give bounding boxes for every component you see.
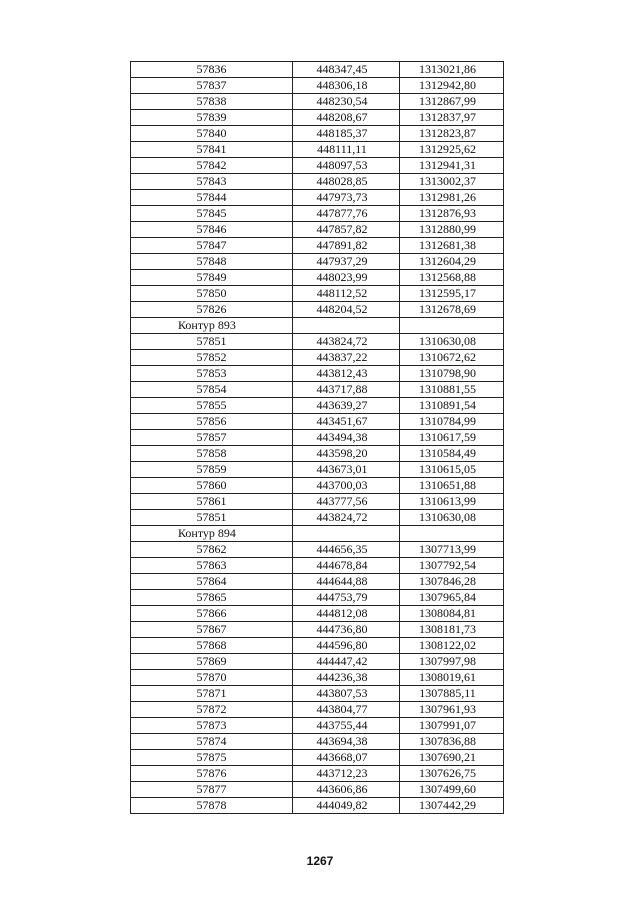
y-coordinate-cell: 1312595,17 — [400, 286, 504, 302]
y-coordinate-cell: 1312876,93 — [400, 206, 504, 222]
x-coordinate-cell: 447857,82 — [293, 222, 400, 238]
table-row — [131, 110, 504, 126]
x-coordinate-cell: 443668,07 — [293, 750, 400, 766]
point-id-cell: 57872 — [131, 702, 293, 718]
y-coordinate-cell: 1307846,28 — [400, 574, 504, 590]
point-id-cell: 57843 — [131, 174, 293, 190]
x-coordinate-cell: 448306,18 — [293, 78, 400, 94]
point-id-cell: 57853 — [131, 366, 293, 382]
table-row — [131, 254, 504, 270]
x-coordinate-cell: 443824,72 — [293, 510, 400, 526]
table-row — [131, 398, 504, 414]
point-id-cell: 57869 — [131, 654, 293, 670]
table-row — [131, 574, 504, 590]
table-row — [131, 750, 504, 766]
point-id-cell: 57855 — [131, 398, 293, 414]
table-row — [131, 478, 504, 494]
point-id-cell: 57839 — [131, 110, 293, 126]
table-row — [131, 174, 504, 190]
table-row — [131, 606, 504, 622]
point-id-cell: 57873 — [131, 718, 293, 734]
table-row — [131, 62, 504, 78]
contour-label: Контур 893 — [131, 318, 293, 334]
x-coordinate-cell: 443804,77 — [293, 702, 400, 718]
point-id-cell: 57877 — [131, 782, 293, 798]
point-id-cell: 57856 — [131, 414, 293, 430]
table-row — [131, 734, 504, 750]
point-id-cell: 57845 — [131, 206, 293, 222]
table-row — [131, 190, 504, 206]
x-coordinate-cell: 444236,38 — [293, 670, 400, 686]
y-coordinate-cell: 1312568,88 — [400, 270, 504, 286]
table-row — [131, 686, 504, 702]
y-coordinate-cell: 1310798,90 — [400, 366, 504, 382]
x-coordinate-cell: 443824,72 — [293, 334, 400, 350]
point-id-cell: 57838 — [131, 94, 293, 110]
x-coordinate-cell: 443812,43 — [293, 366, 400, 382]
table-row — [131, 238, 504, 254]
table-row — [131, 350, 504, 366]
table-row — [131, 222, 504, 238]
table-row — [131, 334, 504, 350]
table-row — [131, 158, 504, 174]
x-coordinate-cell: 448230,54 — [293, 94, 400, 110]
table-row — [131, 142, 504, 158]
x-coordinate-cell: 443606,86 — [293, 782, 400, 798]
table-row — [131, 462, 504, 478]
table-row — [131, 654, 504, 670]
x-coordinate-cell: 448028,85 — [293, 174, 400, 190]
table-row — [131, 270, 504, 286]
x-coordinate-cell: 443777,56 — [293, 494, 400, 510]
point-id-cell: 57859 — [131, 462, 293, 478]
contour-header-row — [131, 526, 504, 542]
y-coordinate-cell: 1310615,05 — [400, 462, 504, 478]
x-coordinate-cell: 444678,84 — [293, 558, 400, 574]
y-coordinate-cell: 1310891,54 — [400, 398, 504, 414]
x-coordinate-cell: 443717,88 — [293, 382, 400, 398]
y-coordinate-cell: 1310613,99 — [400, 494, 504, 510]
x-coordinate-cell: 443639,27 — [293, 398, 400, 414]
table-row — [131, 206, 504, 222]
x-coordinate-cell: 447973,73 — [293, 190, 400, 206]
contour-header-row — [131, 318, 504, 334]
point-id-cell: 57862 — [131, 542, 293, 558]
point-id-cell: 57849 — [131, 270, 293, 286]
x-coordinate-cell: 443598,20 — [293, 446, 400, 462]
point-id-cell: 57876 — [131, 766, 293, 782]
point-id-cell: 57871 — [131, 686, 293, 702]
y-coordinate-cell: 1312880,99 — [400, 222, 504, 238]
y-coordinate-cell: 1307885,11 — [400, 686, 504, 702]
table-row — [131, 638, 504, 654]
point-id-cell: 57840 — [131, 126, 293, 142]
table-row — [131, 78, 504, 94]
x-coordinate-cell: 443700,03 — [293, 478, 400, 494]
table-row — [131, 302, 504, 318]
table-row — [131, 126, 504, 142]
page-number: 1267 — [306, 854, 334, 868]
point-id-cell: 57848 — [131, 254, 293, 270]
y-coordinate-cell: 1307965,84 — [400, 590, 504, 606]
point-id-cell: 57846 — [131, 222, 293, 238]
point-id-cell: 57860 — [131, 478, 293, 494]
y-coordinate-cell: 1310881,55 — [400, 382, 504, 398]
table-row — [131, 414, 504, 430]
y-coordinate-cell: 1307713,99 — [400, 542, 504, 558]
y-coordinate-cell: 1312678,69 — [400, 302, 504, 318]
point-id-cell: 57851 — [131, 334, 293, 350]
x-coordinate-cell: 448347,45 — [293, 62, 400, 78]
point-id-cell: 57836 — [131, 62, 293, 78]
point-id-cell: 57854 — [131, 382, 293, 398]
empty-cell — [400, 318, 504, 334]
y-coordinate-cell: 1310584,49 — [400, 446, 504, 462]
y-coordinate-cell: 1312981,26 — [400, 190, 504, 206]
x-coordinate-cell: 444596,80 — [293, 638, 400, 654]
empty-cell — [293, 526, 400, 542]
y-coordinate-cell: 1310672,62 — [400, 350, 504, 366]
point-id-cell: 57875 — [131, 750, 293, 766]
contour-label: Контур 894 — [131, 526, 293, 542]
x-coordinate-cell: 443494,38 — [293, 430, 400, 446]
x-coordinate-cell: 448097,53 — [293, 158, 400, 174]
x-coordinate-cell: 448023,99 — [293, 270, 400, 286]
y-coordinate-cell: 1312925,62 — [400, 142, 504, 158]
point-id-cell: 57868 — [131, 638, 293, 654]
y-coordinate-cell: 1307961,93 — [400, 702, 504, 718]
x-coordinate-cell: 443694,38 — [293, 734, 400, 750]
y-coordinate-cell: 1310630,08 — [400, 334, 504, 350]
coordinates-table — [130, 61, 504, 814]
point-id-cell: 57841 — [131, 142, 293, 158]
point-id-cell: 57870 — [131, 670, 293, 686]
table-row — [131, 494, 504, 510]
table-row — [131, 718, 504, 734]
point-id-cell: 57851 — [131, 510, 293, 526]
y-coordinate-cell: 1308181,73 — [400, 622, 504, 638]
table-row — [131, 782, 504, 798]
point-id-cell: 57826 — [131, 302, 293, 318]
x-coordinate-cell: 444656,35 — [293, 542, 400, 558]
table-row — [131, 286, 504, 302]
x-coordinate-cell: 443451,67 — [293, 414, 400, 430]
table-row — [131, 670, 504, 686]
point-id-cell: 57850 — [131, 286, 293, 302]
x-coordinate-cell: 444812,08 — [293, 606, 400, 622]
table-row — [131, 558, 504, 574]
y-coordinate-cell: 1313002,37 — [400, 174, 504, 190]
point-id-cell: 57867 — [131, 622, 293, 638]
y-coordinate-cell: 1307499,60 — [400, 782, 504, 798]
y-coordinate-cell: 1310784,99 — [400, 414, 504, 430]
empty-cell — [400, 526, 504, 542]
y-coordinate-cell: 1308122,02 — [400, 638, 504, 654]
table-row — [131, 94, 504, 110]
y-coordinate-cell: 1312681,38 — [400, 238, 504, 254]
x-coordinate-cell: 444644,88 — [293, 574, 400, 590]
y-coordinate-cell: 1310617,59 — [400, 430, 504, 446]
x-coordinate-cell: 447877,76 — [293, 206, 400, 222]
x-coordinate-cell: 444736,80 — [293, 622, 400, 638]
coordinates-table-body — [131, 62, 504, 814]
x-coordinate-cell: 447891,82 — [293, 238, 400, 254]
y-coordinate-cell: 1312604,29 — [400, 254, 504, 270]
table-row — [131, 590, 504, 606]
point-id-cell: 57844 — [131, 190, 293, 206]
point-id-cell: 57866 — [131, 606, 293, 622]
y-coordinate-cell: 1307991,07 — [400, 718, 504, 734]
table-row — [131, 622, 504, 638]
table-row — [131, 366, 504, 382]
table-row — [131, 766, 504, 782]
table-row — [131, 446, 504, 462]
y-coordinate-cell: 1307442,29 — [400, 798, 504, 814]
x-coordinate-cell: 448208,67 — [293, 110, 400, 126]
y-coordinate-cell: 1313021,86 — [400, 62, 504, 78]
y-coordinate-cell: 1310651,88 — [400, 478, 504, 494]
point-id-cell: 57863 — [131, 558, 293, 574]
y-coordinate-cell: 1308084,81 — [400, 606, 504, 622]
y-coordinate-cell: 1312942,80 — [400, 78, 504, 94]
point-id-cell: 57861 — [131, 494, 293, 510]
table-row — [131, 382, 504, 398]
point-id-cell: 57874 — [131, 734, 293, 750]
y-coordinate-cell: 1307997,98 — [400, 654, 504, 670]
y-coordinate-cell: 1310630,08 — [400, 510, 504, 526]
x-coordinate-cell: 448185,37 — [293, 126, 400, 142]
x-coordinate-cell: 443755,44 — [293, 718, 400, 734]
point-id-cell: 57878 — [131, 798, 293, 814]
y-coordinate-cell: 1307690,21 — [400, 750, 504, 766]
x-coordinate-cell: 444753,79 — [293, 590, 400, 606]
x-coordinate-cell: 448111,11 — [293, 142, 400, 158]
point-id-cell: 57847 — [131, 238, 293, 254]
y-coordinate-cell: 1312823,87 — [400, 126, 504, 142]
point-id-cell: 57865 — [131, 590, 293, 606]
point-id-cell: 57837 — [131, 78, 293, 94]
y-coordinate-cell: 1307836,88 — [400, 734, 504, 750]
table-row — [131, 798, 504, 814]
x-coordinate-cell: 443837,22 — [293, 350, 400, 366]
y-coordinate-cell: 1307792,54 — [400, 558, 504, 574]
x-coordinate-cell: 447937,29 — [293, 254, 400, 270]
y-coordinate-cell: 1312941,31 — [400, 158, 504, 174]
table-row — [131, 702, 504, 718]
y-coordinate-cell: 1307626,75 — [400, 766, 504, 782]
point-id-cell: 57857 — [131, 430, 293, 446]
x-coordinate-cell: 444049,82 — [293, 798, 400, 814]
x-coordinate-cell: 443673,01 — [293, 462, 400, 478]
y-coordinate-cell: 1312867,99 — [400, 94, 504, 110]
x-coordinate-cell: 444447,42 — [293, 654, 400, 670]
x-coordinate-cell: 448112,52 — [293, 286, 400, 302]
point-id-cell: 57858 — [131, 446, 293, 462]
x-coordinate-cell: 443807,53 — [293, 686, 400, 702]
point-id-cell: 57852 — [131, 350, 293, 366]
empty-cell — [293, 318, 400, 334]
table-row — [131, 542, 504, 558]
x-coordinate-cell: 448204,52 — [293, 302, 400, 318]
y-coordinate-cell: 1308019,61 — [400, 670, 504, 686]
table-row — [131, 510, 504, 526]
table-row — [131, 430, 504, 446]
point-id-cell: 57842 — [131, 158, 293, 174]
point-id-cell: 57864 — [131, 574, 293, 590]
x-coordinate-cell: 443712,23 — [293, 766, 400, 782]
y-coordinate-cell: 1312837,97 — [400, 110, 504, 126]
